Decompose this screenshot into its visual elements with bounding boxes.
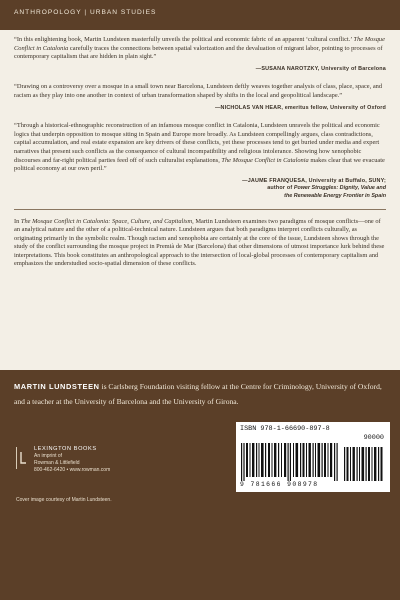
- reviewer-name: —SUSANA NAROTZKY: [255, 65, 318, 72]
- author-bio-text: is Carlsberg Foundation visiting fellow at the Centre for Criminology, University of Oxford, and a teacher at the University of Barcelona and the University of Girona.: [14, 382, 382, 406]
- barcode-digits: 9 781666 908978: [240, 481, 319, 488]
- publisher-line: An imprint of: [34, 453, 63, 459]
- praise-attribution-3: [14, 178, 386, 201]
- price-code: 90000: [363, 434, 384, 442]
- praise-quote-3: [14, 122, 386, 174]
- publisher-info: [34, 446, 110, 474]
- praise-attribution-2: [14, 105, 386, 113]
- reviewer-affiliation: , University of Barcelona: [317, 65, 386, 72]
- reviewer-name: —JAUME FRANQUESA: [242, 177, 306, 184]
- reviewer-affiliation: , University at Buffalo, SUNY;: [305, 177, 386, 184]
- desc-lead: In: [14, 217, 21, 225]
- quote-book-title: The Mosque Conflict in Catalonia: [14, 36, 385, 52]
- cover-credit: Cover image courtesy of Martin Lundsteen.: [16, 497, 112, 503]
- publisher-contact: 800-462-6420 • www.rowman.com: [34, 467, 111, 473]
- publisher-line: Rowman & Littlefield: [34, 460, 80, 466]
- desc-body: , Martin Lundsteen examines two paradigms of mosque conflicts—one of an analytical nature and the other of a political-technical nature. Lundsteen argues that both paradigms interpret conflicts culturally, as originating primarily in the symbolic realm. Though racism and xenophobia are certainly at the core of the issue, Lundsteen shows through the study of the conflict surrounding the mosque project in Premià de Mar (Barcelona) that other dimensions of utmost importance lurk behind these interpretations. This book constitutes an anthropological approach to the intersection of local-global processes of contemporary capitalism and emphasizes the understudied socio-spatial dimension of these conflicts.: [14, 217, 385, 268]
- reviewer-role: author of: [267, 185, 293, 192]
- reviewer-book-title: Power Struggles: Dignity, Value and: [293, 185, 386, 192]
- quote-book-title: The Mosque Conflict in Catalonia: [221, 156, 309, 164]
- quote-text: “Drawing on a controversy over a mosque in a small town near Barcelona, Lundsteen deftly weaves together analysis of class, place, space, and racism as they play into one another in context of urban transformation shaped by shifts in the local and geopolitical landscape.”: [14, 83, 383, 99]
- quote-text: makes clear that we evacuate political economy at our own peril.”: [14, 156, 385, 173]
- reviewer-name: —NICHOLAS VAN HEAR: [214, 104, 282, 111]
- praise-quote-2: [14, 83, 386, 100]
- praise-attribution-1: [14, 66, 386, 74]
- author-band: [0, 370, 400, 600]
- barcode-bars-main: [241, 443, 339, 481]
- quote-text: carefully traces the connections between spatial valorization and the devaluation of migrant labor, pointing to processes of contemporary capitalism that are hidden in plain sight.”: [14, 44, 383, 61]
- desc-book-title: The Mosque Conflict in Catalonia: Space, Culture, and Capitalism: [20, 217, 193, 225]
- lexington-mark-icon: [20, 452, 26, 464]
- barcode-bars-addon: [344, 443, 384, 481]
- publisher-logo: [16, 447, 28, 469]
- quote-text: “In this enlightening book, Martin Lundsteen masterfully unveils the political and economic fabric of an apparent ‘cultural conflict.’: [14, 36, 354, 43]
- isbn-number: ISBN 978-1-66690-897-8: [240, 425, 330, 433]
- book-description: [14, 218, 386, 270]
- isbn-barcode: [236, 422, 390, 492]
- quote-text: “Through a historical-ethnographic reconstruction of an infamous mosque conflict in Catalonia, Lundsteen unravels the political and economic logics that underpin opposition to mosque siting in Spain and Europe more broadly. As Lundsteen compellingly argues, class contradictions, capital accumulation, and real estate expansion are key drivers of these conflicts, yet these processes tend to get buried under media and expert narratives that present such conflicts as the consequence of cultural incompatibility and religious intolerance. Showing how xenophobic discourses and far-right political parties feed off of such culturalist explanations,: [14, 122, 380, 164]
- divider: [14, 209, 386, 210]
- praise-section: [14, 36, 386, 269]
- series-label: ANTHROPOLOGY | URBAN STUDIES: [14, 9, 157, 16]
- publisher-brand: LEXINGTON BOOKS: [34, 446, 97, 452]
- series-header: [0, 0, 400, 30]
- author-bio: [14, 379, 386, 409]
- reviewer-affiliation: , emeritus fellow, University of Oxford: [281, 104, 386, 111]
- author-name: MARTIN LUNDSTEEN: [14, 382, 100, 391]
- reviewer-book-title-cont: the Renewable Energy Frontier in Spain: [284, 192, 386, 199]
- praise-quote-1: [14, 36, 386, 62]
